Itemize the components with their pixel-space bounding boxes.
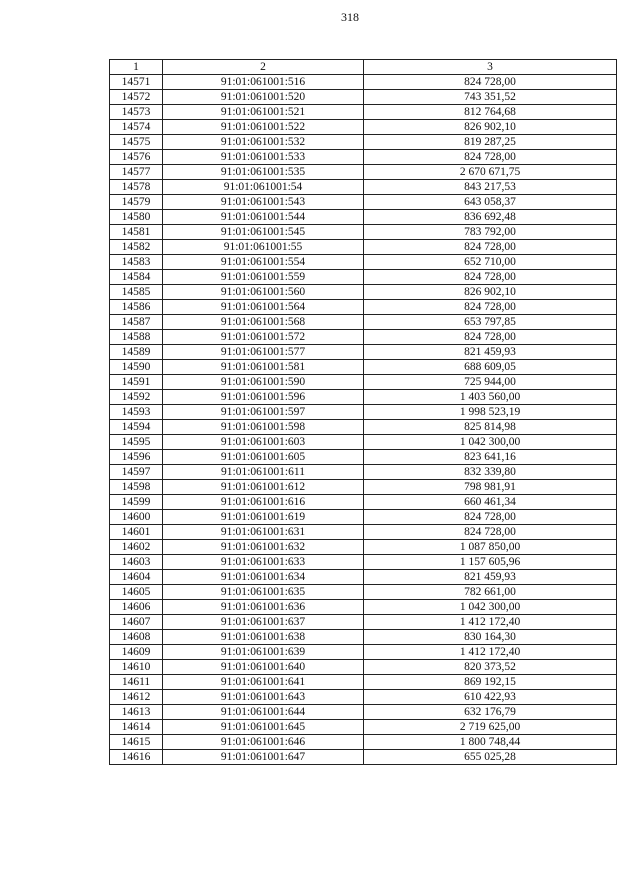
cadastral-value-cell: 830 164,30 — [364, 630, 617, 645]
cadastral-value-cell: 869 192,15 — [364, 675, 617, 690]
cadastral-number-cell: 91:01:061001:596 — [163, 390, 364, 405]
cadastral-value-cell: 836 692,48 — [364, 210, 617, 225]
table-row — [110, 645, 617, 660]
cadastral-value-cell: 1 800 748,44 — [364, 735, 617, 750]
cadastral-value-cell: 1 042 300,00 — [364, 600, 617, 615]
cadastral-number-cell: 91:01:061001:572 — [163, 330, 364, 345]
table-row — [110, 660, 617, 675]
row-number-cell: 14589 — [110, 345, 163, 360]
cadastral-value-cell: 652 710,00 — [364, 255, 617, 270]
table-row — [110, 510, 617, 525]
cadastral-value-cell: 819 287,25 — [364, 135, 617, 150]
row-number-cell: 14588 — [110, 330, 163, 345]
column-header-1: 1 — [110, 60, 163, 75]
row-number-cell: 14609 — [110, 645, 163, 660]
cadastral-value-cell: 1 998 523,19 — [364, 405, 617, 420]
table-row — [110, 435, 617, 450]
cadastral-value-cell: 821 459,93 — [364, 570, 617, 585]
cadastral-value-cell: 820 373,52 — [364, 660, 617, 675]
table-row — [110, 375, 617, 390]
cadastral-number-cell: 91:01:061001:521 — [163, 105, 364, 120]
cadastral-value-cell: 824 728,00 — [364, 525, 617, 540]
cadastral-number-cell: 91:01:061001:55 — [163, 240, 364, 255]
cadastral-value-cell: 743 351,52 — [364, 90, 617, 105]
row-number-cell: 14592 — [110, 390, 163, 405]
cadastral-number-cell: 91:01:061001:644 — [163, 705, 364, 720]
cadastral-number-cell: 91:01:061001:640 — [163, 660, 364, 675]
row-number-cell: 14608 — [110, 630, 163, 645]
cadastral-number-cell: 91:01:061001:520 — [163, 90, 364, 105]
cadastral-number-cell: 91:01:061001:645 — [163, 720, 364, 735]
cadastral-number-cell: 91:01:061001:641 — [163, 675, 364, 690]
row-number-cell: 14601 — [110, 525, 163, 540]
cadastral-value-cell: 725 944,00 — [364, 375, 617, 390]
page-number: 318 — [341, 10, 359, 24]
cadastral-number-cell: 91:01:061001:633 — [163, 555, 364, 570]
cadastral-value-table — [109, 59, 617, 765]
table-row — [110, 735, 617, 750]
cadastral-value-cell: 782 661,00 — [364, 585, 617, 600]
cadastral-number-cell: 91:01:061001:612 — [163, 480, 364, 495]
row-number-cell: 14586 — [110, 300, 163, 315]
table-row — [110, 420, 617, 435]
row-number-cell: 14590 — [110, 360, 163, 375]
cadastral-value-cell: 688 609,05 — [364, 360, 617, 375]
table-row — [110, 120, 617, 135]
table-row — [110, 390, 617, 405]
table-row — [110, 300, 617, 315]
cadastral-value-cell: 826 902,10 — [364, 285, 617, 300]
cadastral-number-cell: 91:01:061001:535 — [163, 165, 364, 180]
table-row — [110, 465, 617, 480]
row-number-cell: 14597 — [110, 465, 163, 480]
row-number-cell: 14611 — [110, 675, 163, 690]
row-number-cell: 14598 — [110, 480, 163, 495]
table-row — [110, 615, 617, 630]
cadastral-value-cell: 610 422,93 — [364, 690, 617, 705]
cadastral-number-cell: 91:01:061001:54 — [163, 180, 364, 195]
cadastral-value-cell: 1 412 172,40 — [364, 615, 617, 630]
cadastral-value-cell: 2 719 625,00 — [364, 720, 617, 735]
row-number-cell: 14596 — [110, 450, 163, 465]
cadastral-value-cell: 2 670 671,75 — [364, 165, 617, 180]
table-row — [110, 570, 617, 585]
row-number-cell: 14606 — [110, 600, 163, 615]
row-number-cell: 14612 — [110, 690, 163, 705]
cadastral-number-cell: 91:01:061001:646 — [163, 735, 364, 750]
table-row — [110, 195, 617, 210]
row-number-cell: 14615 — [110, 735, 163, 750]
row-number-cell: 14603 — [110, 555, 163, 570]
row-number-cell: 14613 — [110, 705, 163, 720]
column-header-3: 3 — [364, 60, 617, 75]
row-number-cell: 14600 — [110, 510, 163, 525]
table-row — [110, 225, 617, 240]
cadastral-number-cell: 91:01:061001:611 — [163, 465, 364, 480]
cadastral-value-cell: 1 157 605,96 — [364, 555, 617, 570]
cadastral-number-cell: 91:01:061001:634 — [163, 570, 364, 585]
row-number-cell: 14604 — [110, 570, 163, 585]
row-number-cell: 14584 — [110, 270, 163, 285]
table-row — [110, 540, 617, 555]
table-row — [110, 705, 617, 720]
cadastral-number-cell: 91:01:061001:543 — [163, 195, 364, 210]
cadastral-number-cell: 91:01:061001:559 — [163, 270, 364, 285]
cadastral-number-cell: 91:01:061001:619 — [163, 510, 364, 525]
table-row — [110, 495, 617, 510]
cadastral-number-cell: 91:01:061001:598 — [163, 420, 364, 435]
cadastral-number-cell: 91:01:061001:643 — [163, 690, 364, 705]
column-header-2: 2 — [163, 60, 364, 75]
row-number-cell: 14607 — [110, 615, 163, 630]
table-body — [110, 75, 617, 765]
row-number-cell: 14579 — [110, 195, 163, 210]
cadastral-value-cell: 798 981,91 — [364, 480, 617, 495]
cadastral-number-cell: 91:01:061001:638 — [163, 630, 364, 645]
cadastral-value-cell: 824 728,00 — [364, 75, 617, 90]
cadastral-value-cell: 812 764,68 — [364, 105, 617, 120]
row-number-cell: 14593 — [110, 405, 163, 420]
cadastral-number-cell: 91:01:061001:639 — [163, 645, 364, 660]
table-row — [110, 690, 617, 705]
table-row — [110, 360, 617, 375]
row-number-cell: 14599 — [110, 495, 163, 510]
cadastral-number-cell: 91:01:061001:603 — [163, 435, 364, 450]
table-row — [110, 165, 617, 180]
cadastral-number-cell: 91:01:061001:554 — [163, 255, 364, 270]
table-row — [110, 180, 617, 195]
row-number-cell: 14575 — [110, 135, 163, 150]
table-row — [110, 135, 617, 150]
cadastral-value-cell: 824 728,00 — [364, 510, 617, 525]
cadastral-value-cell: 824 728,00 — [364, 300, 617, 315]
cadastral-number-cell: 91:01:061001:647 — [163, 750, 364, 765]
cadastral-number-cell: 91:01:061001:544 — [163, 210, 364, 225]
row-number-cell: 14574 — [110, 120, 163, 135]
cadastral-value-cell: 660 461,34 — [364, 495, 617, 510]
cadastral-value-cell: 1 403 560,00 — [364, 390, 617, 405]
row-number-cell: 14610 — [110, 660, 163, 675]
cadastral-value-cell: 1 087 850,00 — [364, 540, 617, 555]
cadastral-number-cell: 91:01:061001:522 — [163, 120, 364, 135]
row-number-cell: 14585 — [110, 285, 163, 300]
row-number-cell: 14616 — [110, 750, 163, 765]
table-row — [110, 555, 617, 570]
cadastral-number-cell: 91:01:061001:516 — [163, 75, 364, 90]
table-row — [110, 750, 617, 765]
row-number-cell: 14580 — [110, 210, 163, 225]
table-row — [110, 255, 617, 270]
table-row — [110, 405, 617, 420]
cadastral-number-cell: 91:01:061001:564 — [163, 300, 364, 315]
table-row — [110, 315, 617, 330]
row-number-cell: 14573 — [110, 105, 163, 120]
row-number-cell: 14614 — [110, 720, 163, 735]
table-row — [110, 105, 617, 120]
table-row — [110, 675, 617, 690]
cadastral-number-cell: 91:01:061001:636 — [163, 600, 364, 615]
table-row — [110, 480, 617, 495]
row-number-cell: 14587 — [110, 315, 163, 330]
header-row — [110, 60, 617, 75]
table-row — [110, 450, 617, 465]
cadastral-number-cell: 91:01:061001:631 — [163, 525, 364, 540]
cadastral-value-cell: 653 797,85 — [364, 315, 617, 330]
row-number-cell: 14595 — [110, 435, 163, 450]
cadastral-value-cell: 1 042 300,00 — [364, 435, 617, 450]
cadastral-value-cell: 824 728,00 — [364, 270, 617, 285]
table-header — [110, 60, 617, 75]
cadastral-value-cell: 824 728,00 — [364, 330, 617, 345]
row-number-cell: 14578 — [110, 180, 163, 195]
cadastral-number-cell: 91:01:061001:632 — [163, 540, 364, 555]
cadastral-number-cell: 91:01:061001:581 — [163, 360, 364, 375]
table-row — [110, 240, 617, 255]
cadastral-value-cell: 1 412 172,40 — [364, 645, 617, 660]
cadastral-value-cell: 825 814,98 — [364, 420, 617, 435]
cadastral-value-cell: 655 025,28 — [364, 750, 617, 765]
table-row — [110, 600, 617, 615]
cadastral-number-cell: 91:01:061001:616 — [163, 495, 364, 510]
cadastral-value-cell: 832 339,80 — [364, 465, 617, 480]
table-row — [110, 150, 617, 165]
row-number-cell: 14591 — [110, 375, 163, 390]
row-number-cell: 14583 — [110, 255, 163, 270]
table-row — [110, 330, 617, 345]
cadastral-number-cell: 91:01:061001:577 — [163, 345, 364, 360]
row-number-cell: 14581 — [110, 225, 163, 240]
row-number-cell: 14572 — [110, 90, 163, 105]
row-number-cell: 14582 — [110, 240, 163, 255]
cadastral-value-cell: 826 902,10 — [364, 120, 617, 135]
table-row — [110, 630, 617, 645]
cadastral-number-cell: 91:01:061001:590 — [163, 375, 364, 390]
cadastral-number-cell: 91:01:061001:532 — [163, 135, 364, 150]
table-row — [110, 345, 617, 360]
cadastral-number-cell: 91:01:061001:533 — [163, 150, 364, 165]
row-number-cell: 14594 — [110, 420, 163, 435]
cadastral-value-cell: 824 728,00 — [364, 240, 617, 255]
table-row — [110, 75, 617, 90]
cadastral-number-cell: 91:01:061001:560 — [163, 285, 364, 300]
cadastral-value-cell: 821 459,93 — [364, 345, 617, 360]
row-number-cell: 14602 — [110, 540, 163, 555]
cadastral-value-cell: 632 176,79 — [364, 705, 617, 720]
cadastral-value-cell: 643 058,37 — [364, 195, 617, 210]
cadastral-value-cell: 824 728,00 — [364, 150, 617, 165]
cadastral-number-cell: 91:01:061001:597 — [163, 405, 364, 420]
table-row — [110, 285, 617, 300]
row-number-cell: 14576 — [110, 150, 163, 165]
cadastral-number-cell: 91:01:061001:637 — [163, 615, 364, 630]
table-row — [110, 90, 617, 105]
row-number-cell: 14605 — [110, 585, 163, 600]
table-row — [110, 585, 617, 600]
cadastral-value-cell: 823 641,16 — [364, 450, 617, 465]
cadastral-value-cell: 783 792,00 — [364, 225, 617, 240]
table-row — [110, 720, 617, 735]
row-number-cell: 14571 — [110, 75, 163, 90]
cadastral-number-cell: 91:01:061001:568 — [163, 315, 364, 330]
cadastral-number-cell: 91:01:061001:635 — [163, 585, 364, 600]
table-row — [110, 525, 617, 540]
table-row — [110, 210, 617, 225]
row-number-cell: 14577 — [110, 165, 163, 180]
cadastral-number-cell: 91:01:061001:605 — [163, 450, 364, 465]
cadastral-value-cell: 843 217,53 — [364, 180, 617, 195]
cadastral-number-cell: 91:01:061001:545 — [163, 225, 364, 240]
table-row — [110, 270, 617, 285]
